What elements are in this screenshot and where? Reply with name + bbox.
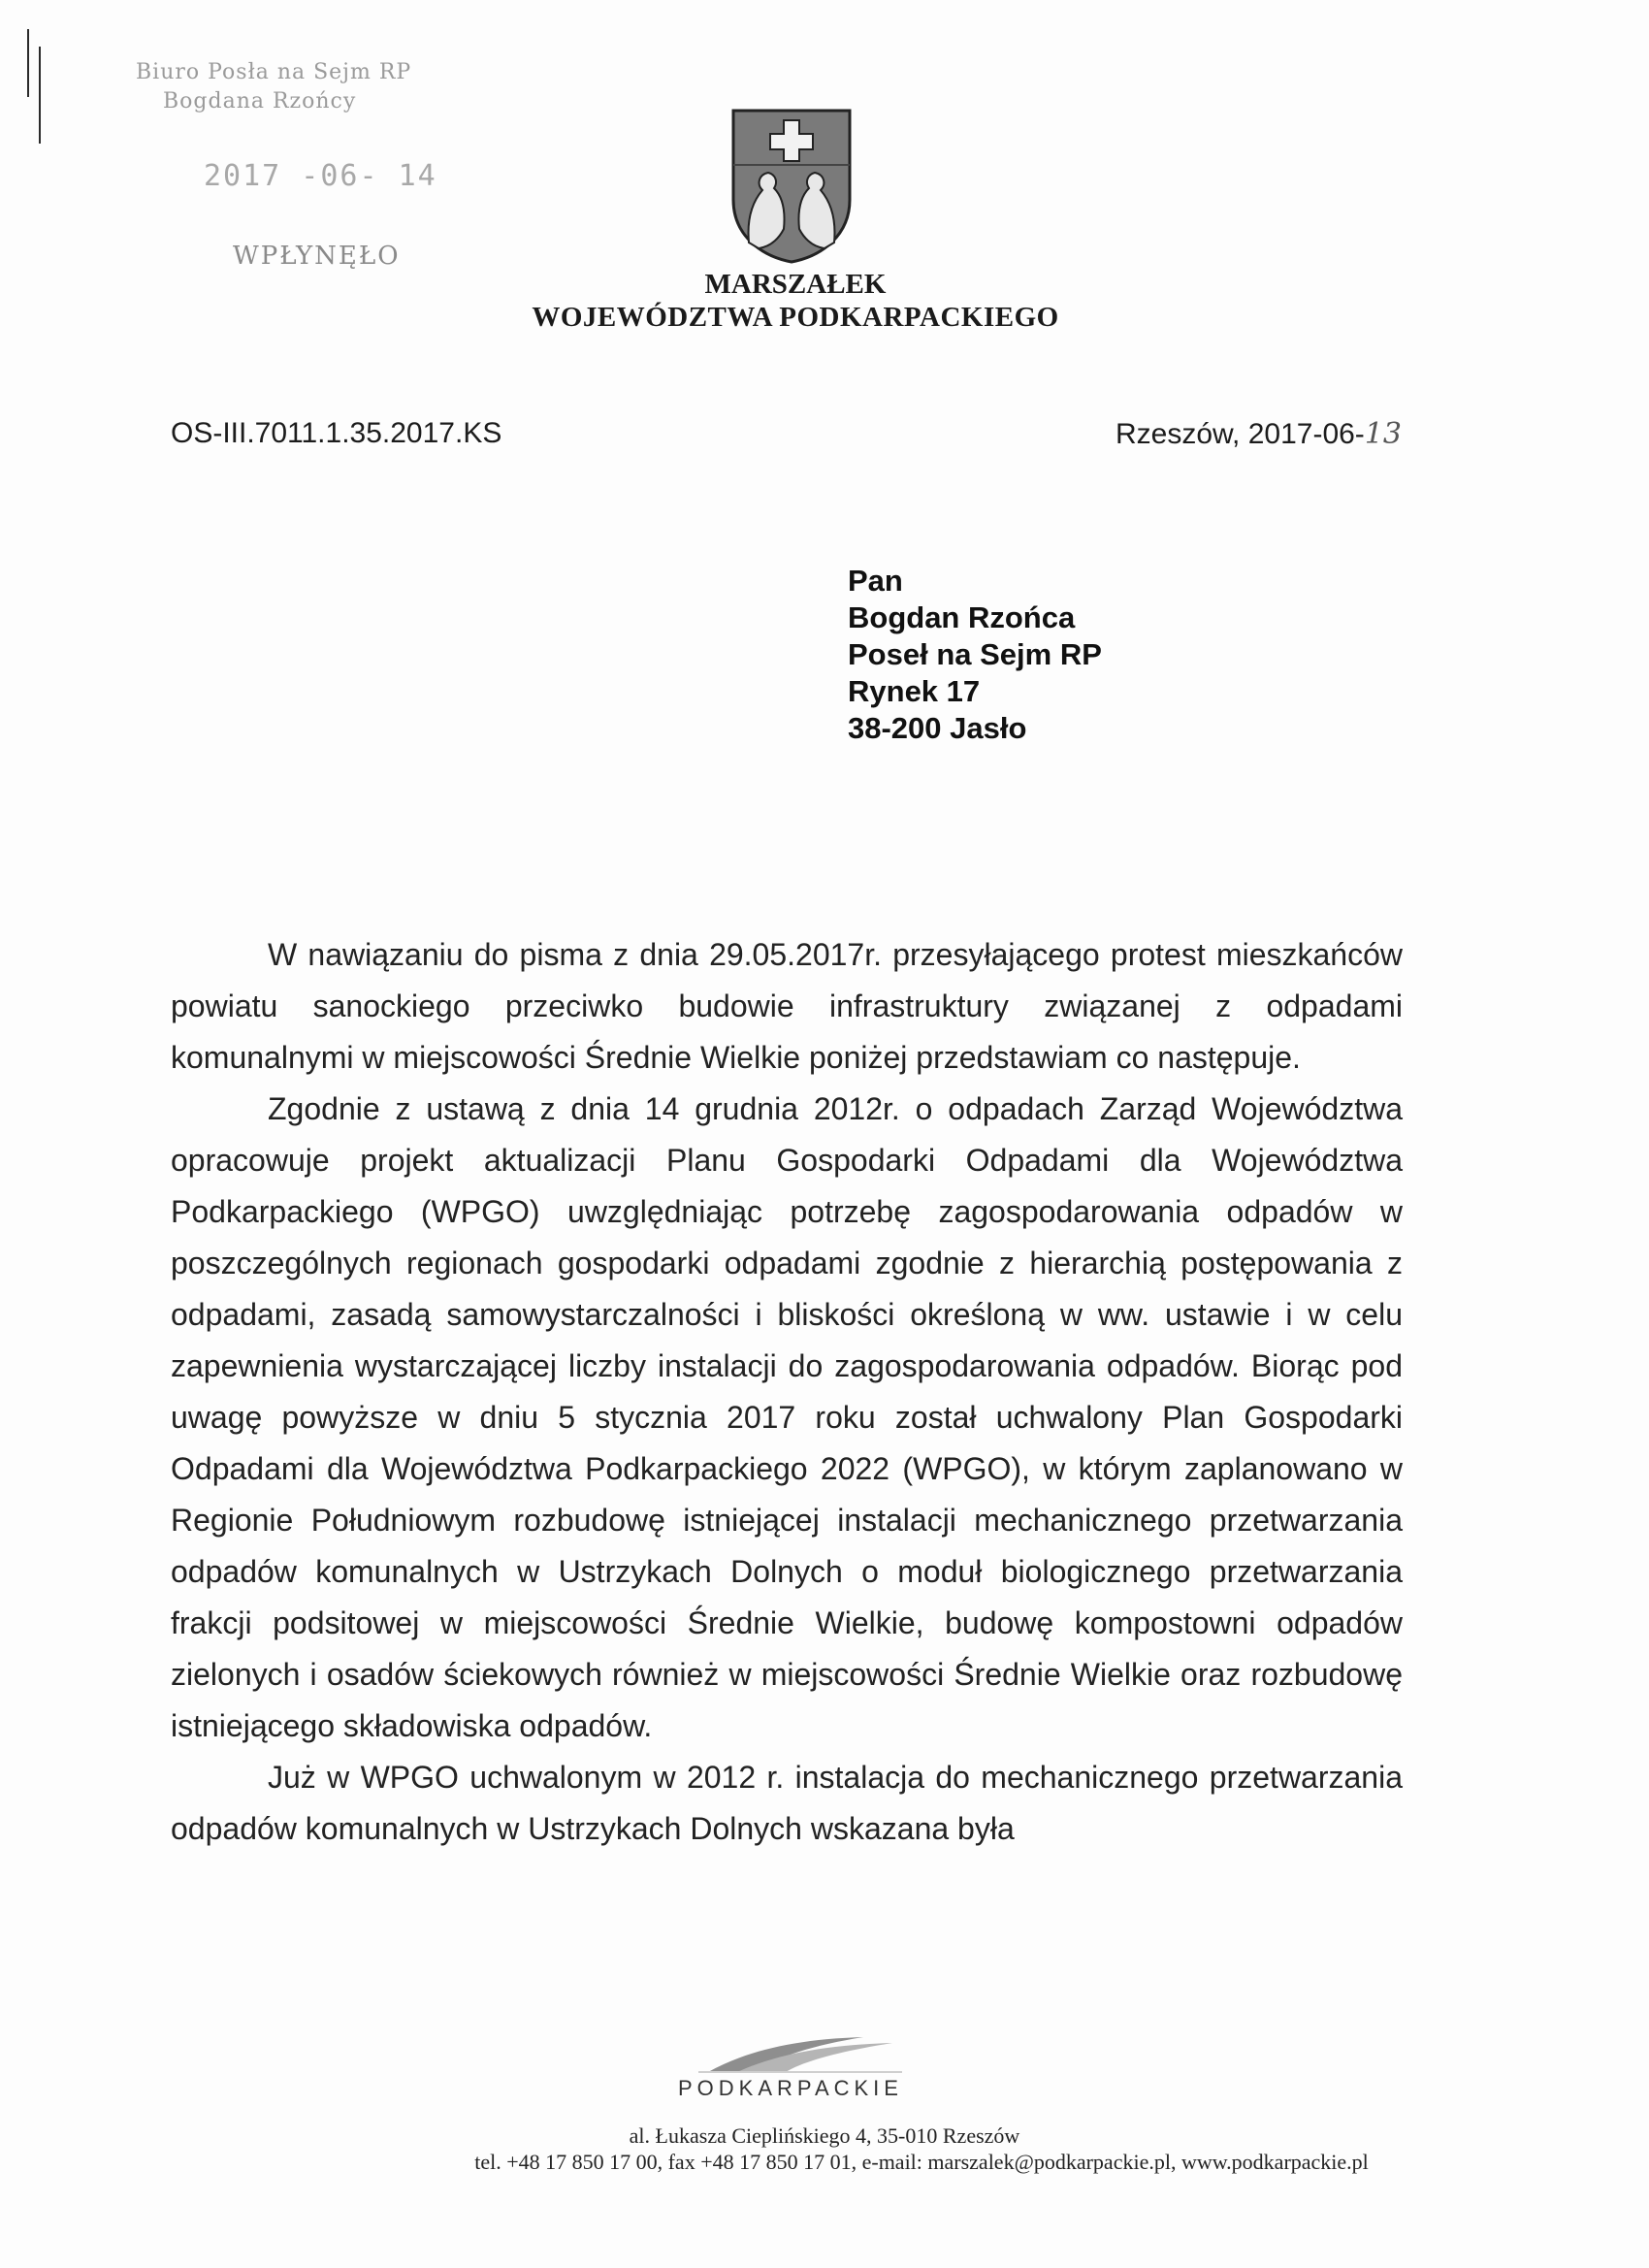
scan-artifact-line bbox=[39, 47, 41, 144]
stamp-name-line: Bogdana Rzońcy bbox=[163, 89, 357, 113]
body-paragraph: Zgodnie z ustawą z dnia 14 grudnia 2012r. o odpadach Zarząd Województwa opracowuje projekt aktualizacji Planu Gospodarki Odpadami dla Województwa Podkarpackiego (WPGO) uwzględniając potrzebę zagospodarowania odpadów w poszczególnych regionach gospodarki odpadami zgodnie z hierarchią postępowania z odpadami, zasadą samowystarczalności i bliskości określoną w ww. ustawie i w celu zapewnienia wystarczającej liczby instalacji do zagospodarowania odpadów. Biorąc pod uwagę powyższe w dniu 5 stycznia 2017 roku został uchwalony Plan Gospodarki Odpadami dla Województwa Podkarpackiego 2022 (WPGO), w którym zaplanowano w Regionie Południowym rozbudowę istniejącej instalacji mechanicznego przetwarzania odpadów komunalnych w Ustrzykach Dolnych o moduł biologicznego przetwarzania frakcji podsitowej w miejscowości Średnie Wielkie, budowę kompostowni odpadów zielonych i osadów ściekowych również w miejscowości Średnie Wielkie oraz rozbudowę istniejącego składowiska odpadów. bbox=[171, 1091, 1403, 1743]
recipient-street: Rynek 17 bbox=[848, 674, 981, 708]
letter-body bbox=[171, 929, 1403, 1855]
letterhead-authority bbox=[427, 268, 1164, 334]
authority-title-line2: WOJEWÓDZTWA PODKARPACKIEGO bbox=[532, 302, 1059, 333]
recipient-salutation: Pan bbox=[848, 564, 903, 598]
coat-of-arms-icon bbox=[729, 107, 854, 264]
footer-address-block bbox=[0, 2122, 1649, 2175]
reference-number: OS-III.7011.1.35.2017.KS bbox=[171, 417, 502, 449]
stamp-office-line: Biuro Posła na Sejm RP bbox=[136, 60, 412, 84]
stamp-date: 2017 -06- 14 bbox=[204, 159, 437, 193]
scan-artifact-line bbox=[27, 29, 29, 97]
footer-brand: PODKARPACKIE bbox=[678, 2076, 903, 2100]
recipient-city: 38-200 Jasło bbox=[848, 711, 1027, 745]
authority-title-line1: MARSZAŁEK bbox=[704, 269, 887, 300]
podkarpackie-logo-icon bbox=[669, 2031, 912, 2074]
recipient-title: Poseł na Sejm RP bbox=[848, 637, 1102, 671]
stamp-received: WPŁYNĘŁO bbox=[233, 242, 401, 271]
receipt-stamp bbox=[136, 58, 485, 271]
date-printed: Rzeszów, 2017-06- bbox=[1116, 418, 1365, 450]
footer-address: al. Łukasza Cieplińskiego 4, 35-010 Rzeszów bbox=[629, 2123, 1020, 2148]
footer-contact: tel. +48 17 850 17 00, fax +48 17 850 17 01, e-mail: marszalek@podkarpackie.pl, www.podkarpackie.pl bbox=[474, 2150, 1369, 2174]
place-and-date bbox=[1116, 417, 1402, 451]
body-paragraph: W nawiązaniu do pisma z dnia 29.05.2017r. przesyłającego protest mieszkańców powiatu sanockiego przeciwko budowie infrastruktury związanej z odpadami komunalnymi w miejscowości Średnie Wielkie poniżej przedstawiam co następuje. bbox=[171, 937, 1403, 1075]
date-handwritten-day: 13 bbox=[1364, 417, 1402, 451]
recipient-name: Bogdan Rzońca bbox=[848, 600, 1076, 634]
body-paragraph: Już w WPGO uchwalonym w 2012 r. instalacja do mechanicznego przetwarzania odpadów komunalnych w Ustrzykach Dolnych wskazana była bbox=[171, 1760, 1403, 1846]
recipient-address bbox=[848, 563, 1102, 747]
